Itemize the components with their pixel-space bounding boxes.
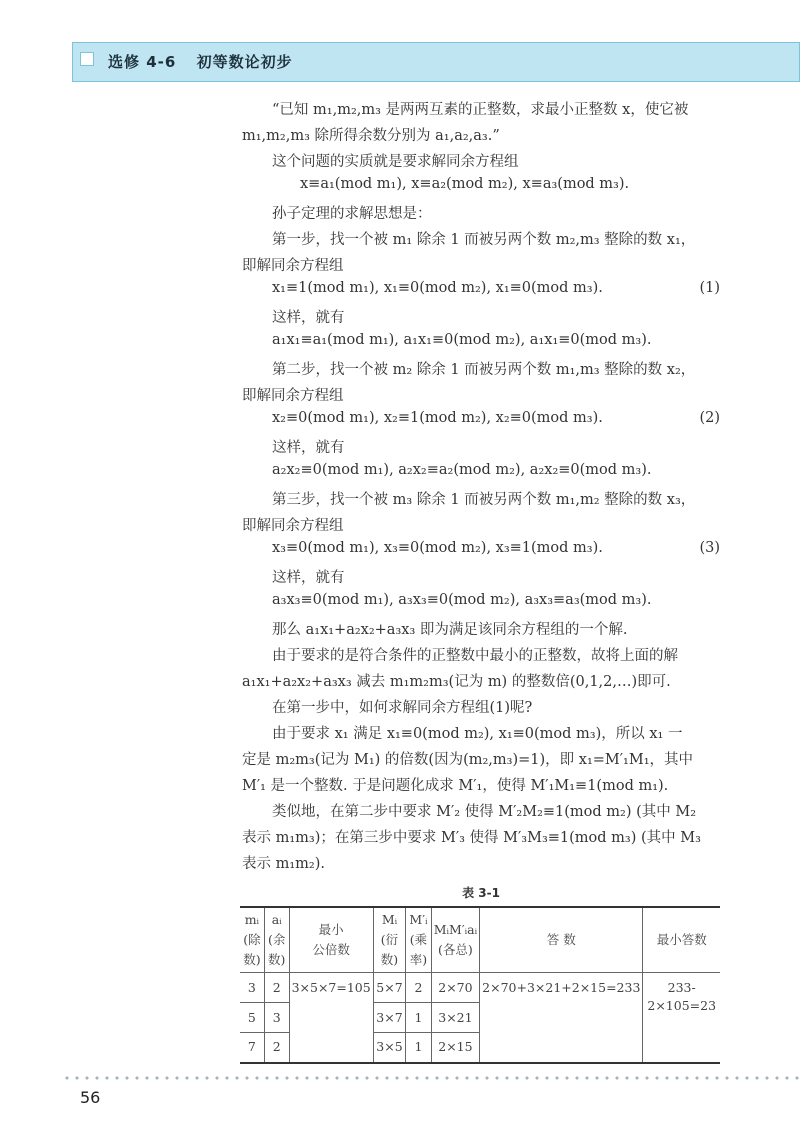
cell-total: 2×70 xyxy=(431,973,479,1003)
text-line: 即解同余方程组 xyxy=(242,518,344,534)
cell-m: 5 xyxy=(240,1003,264,1033)
text-line: 定是 m₂m₃(记为 M₁) 的倍数(因为(m₂,m₃)=1)，即 x₁=M′₁M₁，其中 xyxy=(242,752,694,768)
col-header-total: MᵢM′ᵢaᵢ (各总) xyxy=(431,907,479,973)
cell-lcm: 3×5×7=105 xyxy=(289,973,373,1063)
text-line: 即解同余方程组 xyxy=(242,258,344,274)
footer-dotted-rule xyxy=(62,1075,800,1081)
col-header-Mi: Mᵢ (衍数) xyxy=(373,907,406,973)
cell-a: 3 xyxy=(264,1003,289,1033)
equation: x₁≡1(mod m₁), x₁≡0(mod m₂), x₁≡0(mod m₃). xyxy=(272,280,603,296)
text-line: 第三步，找一个被 m₃ 除余 1 而被另两个数 m₁,m₂ 整除的数 x₃， xyxy=(272,492,696,508)
text-line: 那么 a₁x₁+a₂x₂+a₃x₃ 即为满足该同余方程组的一个解. xyxy=(272,622,628,638)
text-line: 表示 m₁m₃)；在第三步中要求 M′₃ 使得 M′₃M₃≡1(mod m₃) (其中 M₃ xyxy=(242,830,701,846)
col-header-lcm: 最小 公倍数 xyxy=(289,907,373,973)
text-line: 第一步，找一个被 m₁ 除余 1 而被另两个数 m₂,m₃ 整除的数 x₁， xyxy=(272,232,696,248)
cell-min-answer: 233-2×105=23 xyxy=(643,973,720,1063)
text-line: 孙子定理的求解思想是： xyxy=(272,206,432,222)
chapter-title: 初等数论初步 xyxy=(196,53,293,71)
equation: a₃x₃≡0(mod m₁), a₃x₃≡0(mod m₂), a₃x₃≡a₃(mod m₃). xyxy=(272,592,652,608)
text-line: a₁x₁+a₂x₂+a₃x₃ 减去 m₁m₂m₃(记为 m) 的整数倍(0,1,2,…)即可. xyxy=(242,674,671,690)
cell-total: 3×21 xyxy=(431,1003,479,1033)
text-line: m₁,m₂,m₃ 除所得余数分别为 a₁,a₂,a₃.” xyxy=(242,128,500,144)
equation-number: (3) xyxy=(699,540,720,556)
cell-M: 3×5 xyxy=(373,1033,406,1063)
text-line: 这个问题的实质就是要求解同余方程组 xyxy=(272,154,519,170)
text-line: M′₁ 是一个整数. 于是问题化成求 M′₁，使得 M′₁M₁≡1(mod m₁). xyxy=(242,778,669,794)
text-line: 类似地，在第二步中要求 M′₂ 使得 M′₂M₂≡1(mod m₂) (其中 M₂ xyxy=(272,804,697,820)
text-line: 由于要求的是符合条件的正整数中最小的正整数，故将上面的解 xyxy=(272,648,678,664)
cell-m: 3 xyxy=(240,973,264,1003)
cell-M: 3×7 xyxy=(373,1003,406,1033)
cell-M: 5×7 xyxy=(373,973,406,1003)
table-row xyxy=(240,973,720,1003)
text-line: 在第一步中，如何求解同余方程组(1)呢? xyxy=(272,700,533,716)
text-line: 第二步，找一个被 m₂ 除余 1 而被另两个数 m₁,m₃ 整除的数 x₂， xyxy=(272,362,696,378)
equation: x₃≡0(mod m₁), x₃≡0(mod m₂), x₃≡1(mod m₃). xyxy=(272,540,603,556)
page-number: 56 xyxy=(80,1088,101,1107)
equation: x₂≡0(mod m₁), x₂≡1(mod m₂), x₂≡0(mod m₃). xyxy=(272,410,603,426)
text-line: “已知 m₁,m₂,m₃ 是两两互素的正整数，求最小正整数 x，使它被 xyxy=(272,102,689,118)
cell-Mp: 1 xyxy=(406,1033,431,1063)
col-header-ai: aᵢ (余数) xyxy=(264,907,289,973)
cell-m: 7 xyxy=(240,1033,264,1063)
equation: a₂x₂≡0(mod m₁), a₂x₂≡a₂(mod m₂), a₂x₂≡0(mod m₃). xyxy=(272,462,652,478)
table-3-1 xyxy=(240,906,720,1064)
module-label: 选修 4-6 xyxy=(108,53,177,71)
cell-a: 2 xyxy=(264,973,289,1003)
col-header-Mpi: M′ᵢ (乘率) xyxy=(406,907,431,973)
cell-Mp: 1 xyxy=(406,1003,431,1033)
text-line: 表示 m₁m₂). xyxy=(242,856,325,872)
col-header-min-answer: 最小答数 xyxy=(643,907,720,973)
text-line: 这样，就有 xyxy=(272,310,345,326)
cell-total: 2×15 xyxy=(431,1033,479,1063)
text-line: 这样，就有 xyxy=(272,440,345,456)
text-line: 这样，就有 xyxy=(272,570,345,586)
equation-number: (1) xyxy=(699,280,720,296)
col-header-answer: 答 数 xyxy=(480,907,643,973)
equation: x≡a₁(mod m₁), x≡a₂(mod m₂), x≡a₃(mod m₃). xyxy=(300,176,630,192)
table-caption: 表 3-1 xyxy=(462,886,500,900)
equation-number: (2) xyxy=(699,410,720,426)
running-header xyxy=(108,51,307,72)
table-header-row xyxy=(240,907,720,973)
text-line: 由于要求 x₁ 满足 x₁≡0(mod m₂), x₁≡0(mod m₃)，所以 x₁ 一 xyxy=(272,726,683,742)
cell-answer: 2×70+3×21+2×15=233 xyxy=(480,973,643,1063)
cell-Mp: 2 xyxy=(406,973,431,1003)
header-square-icon xyxy=(80,52,94,66)
equation: a₁x₁≡a₁(mod m₁), a₁x₁≡0(mod m₂), a₁x₁≡0(mod m₃). xyxy=(272,332,652,348)
cell-a: 2 xyxy=(264,1033,289,1063)
col-header-mi: mᵢ (除数) xyxy=(240,907,264,973)
text-line: 即解同余方程组 xyxy=(242,388,344,404)
